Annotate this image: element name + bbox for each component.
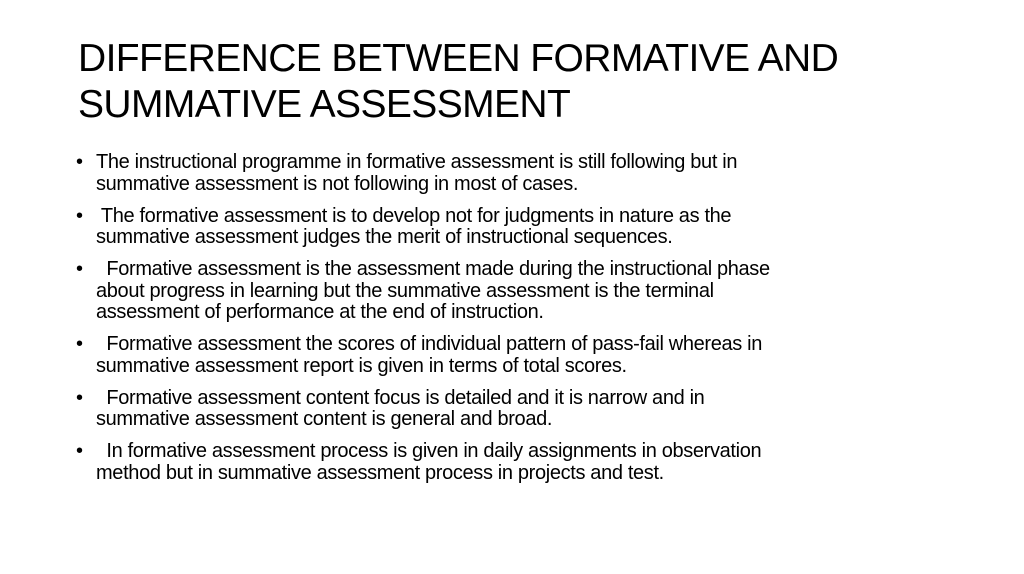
bullet-icon: • [76,386,83,409]
bullet-line: Formative assessment is the assessment made during the instructional phase [96,258,770,280]
bullet-icon: • [76,258,83,280]
bullet-text [96,152,976,195]
bullet-icon: • [76,151,83,173]
bullet-text [96,388,976,431]
bullet-text [96,259,976,324]
bullet-list [76,152,976,495]
bullet-icon: • [76,440,83,462]
slide-title [78,36,978,128]
bullet-icon: • [76,333,83,355]
bullet-line: The instructional programme in formative assessment is still following but in [96,151,738,173]
bullet-item [76,334,976,377]
bullet-line: The formative assessment is to develop not for judgments in nature as the [96,204,732,227]
bullet-line: about progress in learning but the summative assessment is the terminal [96,279,714,302]
bullet-line: summative assessment content is general and broad. [96,408,553,430]
bullet-item [76,259,976,324]
bullet-icon: • [76,204,83,227]
bullet-item [76,441,976,484]
bullet-line: summative assessment report is given in terms of total scores. [96,354,627,377]
bullet-line: assessment of performance at the end of instruction. [96,301,544,323]
bullet-item [76,152,976,195]
bullet-text [96,441,976,484]
bullet-item [76,206,976,249]
bullet-item [76,388,976,431]
bullet-line: method but in summative assessment process in projects and test. [96,461,664,484]
bullet-text [96,334,976,377]
bullet-line: Formative assessment the scores of individual pattern of pass-fail whereas in [96,333,763,355]
slide-title-line: DIFFERENCE BETWEEN FORMATIVE AND [78,37,839,80]
bullet-line: Formative assessment content focus is detailed and it is narrow and in [96,386,705,409]
bullet-line: In formative assessment process is given in daily assignments in observation [96,440,762,462]
slide-title-line: SUMMATIVE ASSESSMENT [78,83,571,126]
bullet-line: summative assessment is not following in most of cases. [96,172,579,195]
bullet-line: summative assessment judges the merit of instructional sequences. [96,226,673,248]
bullet-text [96,206,976,249]
